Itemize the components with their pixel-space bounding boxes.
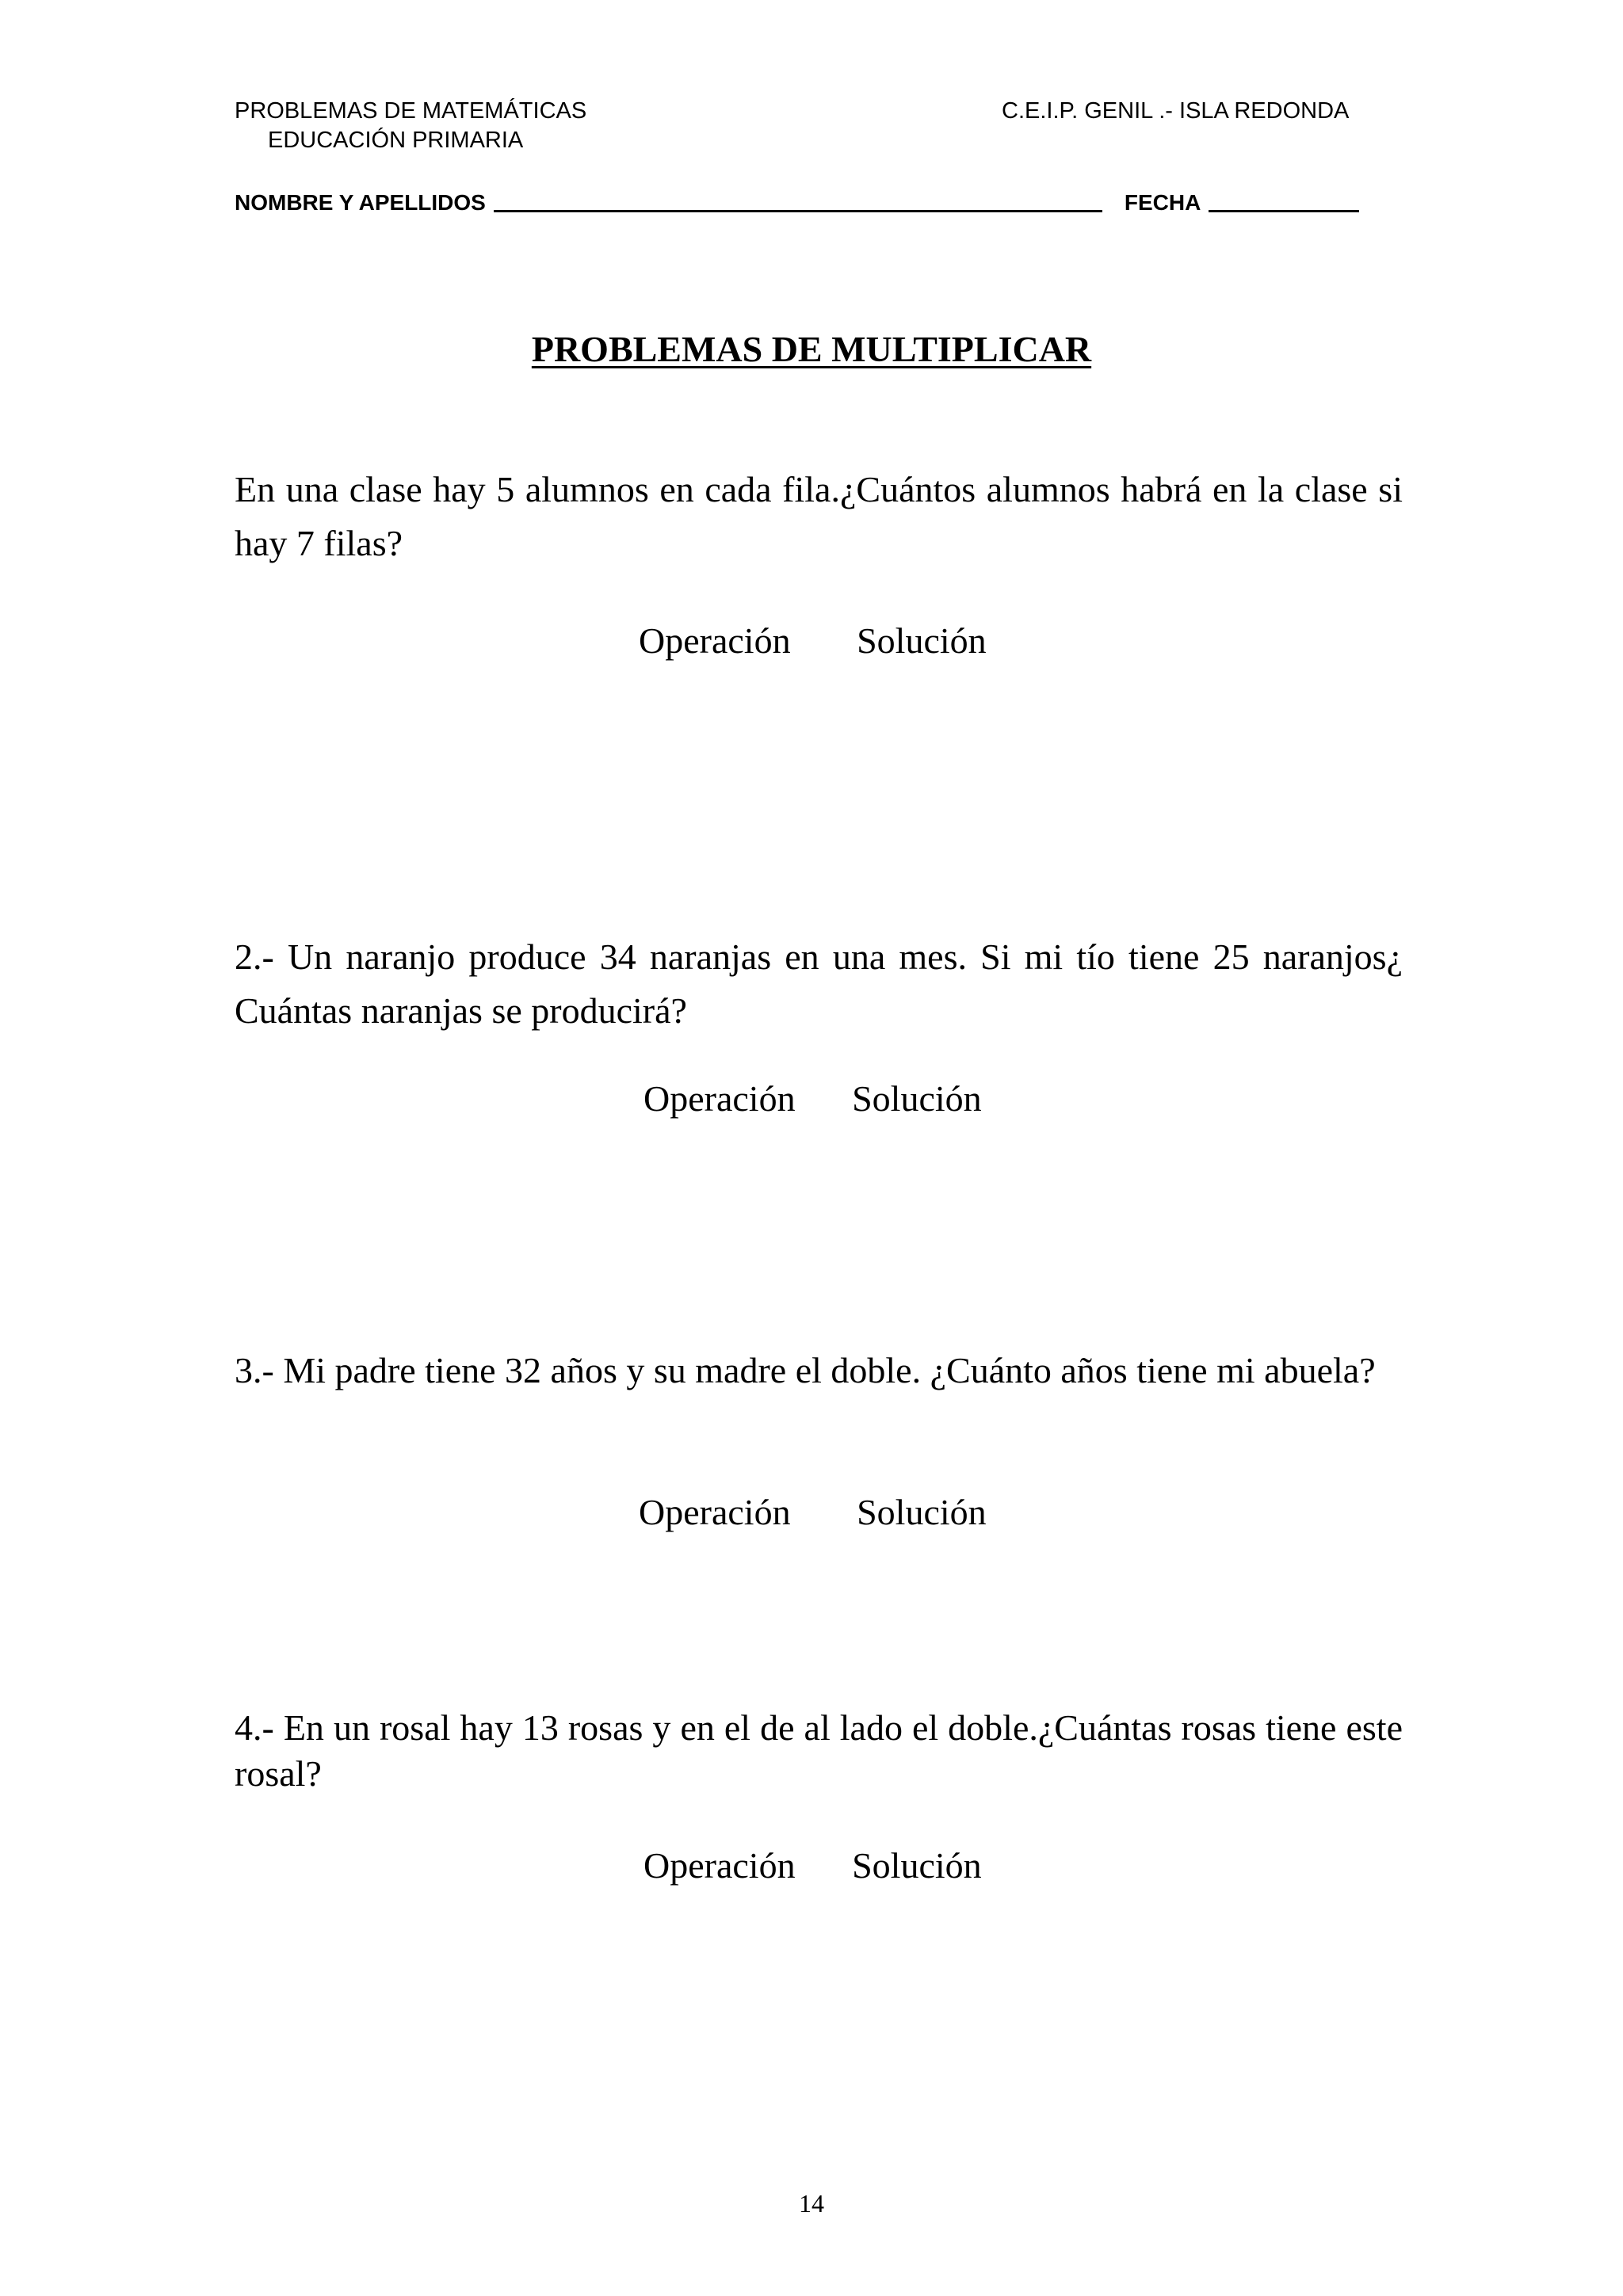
problem-4-text: 4.- En un rosal hay 13 rosas y en el de al lado el doble.¿Cuántas rosas tiene este rosal?: [235, 1707, 1403, 1794]
problem-2-text: 2.- Un naranjo produce 34 naranjas en una mes. Si mi tío tiene 25 naranjos¿ Cuántas naranjas se producirá?: [235, 936, 1403, 1031]
operation-label: Operación: [639, 620, 791, 661]
problem-1-answer-labels: [639, 620, 987, 661]
date-field-line[interactable]: [1209, 210, 1359, 212]
solution-label: Solución: [857, 620, 987, 661]
header-school: C.E.I.P. GENIL .- ISLA REDONDA: [1002, 98, 1350, 124]
problem-2-answer-labels: [643, 1078, 982, 1119]
page-number: 14: [799, 2189, 824, 2218]
name-field-line[interactable]: [494, 210, 1102, 212]
header-level: EDUCACIÓN PRIMARIA: [268, 128, 524, 153]
name-label: NOMBRE Y APELLIDOS: [235, 190, 486, 215]
problem-3-answer-labels: [639, 1494, 987, 1531]
name-date-row: [235, 182, 1403, 214]
operation-label: Operación: [643, 1078, 796, 1119]
operation-label: Operación: [639, 1492, 791, 1532]
problem-4-answer-labels: [643, 1845, 982, 1886]
header-subject: PROBLEMAS DE MATEMÁTICAS: [235, 98, 587, 124]
solution-label: Solución: [857, 1492, 987, 1532]
solution-label: Solución: [852, 1078, 982, 1119]
date-label: FECHA: [1124, 190, 1201, 215]
problem-1-text: En una clase hay 5 alumnos en cada fila.¿Cuántos alumnos habrá en la clase si hay 7 filas?: [235, 469, 1403, 563]
problem-3-text: 3.- Mi padre tiene 32 años y su madre el doble. ¿Cuánto años tiene mi abuela?: [235, 1350, 1376, 1390]
operation-label: Operación: [643, 1845, 796, 1886]
solution-label: Solución: [852, 1845, 982, 1886]
page-title: PROBLEMAS DE MULTIPLICAR: [531, 329, 1092, 369]
